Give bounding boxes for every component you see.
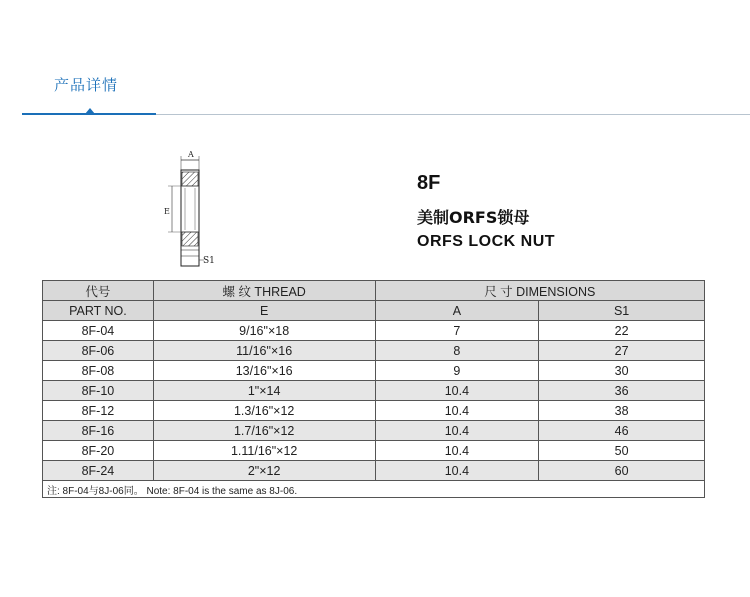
table-row <box>43 361 705 381</box>
cell-part: 8F-04 <box>43 321 154 341</box>
dim-label-a: A <box>188 150 194 159</box>
product-code: 8F <box>417 172 441 194</box>
dim-label-s1: S1 <box>203 256 215 266</box>
table-row <box>43 381 705 401</box>
table-row <box>43 441 705 461</box>
header-notch-icon <box>85 108 95 114</box>
table-note-row <box>43 481 705 498</box>
lock-nut-drawing <box>158 146 220 270</box>
cell-s1: 50 <box>539 441 705 461</box>
cell-e: 1.7/16"×12 <box>153 421 375 441</box>
table-row <box>43 401 705 421</box>
header-s1: S1 <box>539 301 705 321</box>
cell-a: 10.4 <box>375 421 539 441</box>
cell-s1: 36 <box>539 381 705 401</box>
cell-part: 8F-08 <box>43 361 154 381</box>
table-row <box>43 341 705 361</box>
dim-label-e: E <box>164 207 170 216</box>
section-title: 产品详情 <box>54 76 119 94</box>
cell-part: 8F-12 <box>43 401 154 421</box>
cell-e: 2"×12 <box>153 461 375 481</box>
cell-a: 10.4 <box>375 441 539 461</box>
cell-s1: 22 <box>539 321 705 341</box>
header-part-en: PART NO. <box>43 301 154 321</box>
cell-a: 10.4 <box>375 461 539 481</box>
cell-s1: 30 <box>539 361 705 381</box>
cell-e: 1"×14 <box>153 381 375 401</box>
cell-e: 1.3/16"×12 <box>153 401 375 421</box>
table-row <box>43 321 705 341</box>
cell-a: 8 <box>375 341 539 361</box>
header-dimensions: 尺 寸 DIMENSIONS <box>375 281 705 301</box>
cell-s1: 27 <box>539 341 705 361</box>
cell-part: 8F-10 <box>43 381 154 401</box>
header-a: A <box>375 301 539 321</box>
table-row <box>43 461 705 481</box>
cell-part: 8F-20 <box>43 441 154 461</box>
cell-a: 7 <box>375 321 539 341</box>
table-subheader-row <box>43 301 705 321</box>
cell-e: 11/16"×16 <box>153 341 375 361</box>
cell-a: 9 <box>375 361 539 381</box>
table-row <box>43 421 705 441</box>
table-header-row <box>43 281 705 301</box>
cell-part: 8F-16 <box>43 421 154 441</box>
cell-part: 8F-24 <box>43 461 154 481</box>
cell-a: 10.4 <box>375 381 539 401</box>
cell-e: 13/16"×16 <box>153 361 375 381</box>
cell-part: 8F-06 <box>43 341 154 361</box>
header-thread: 螺 纹 THREAD <box>153 281 375 301</box>
cell-a: 10.4 <box>375 401 539 421</box>
section-header <box>0 0 750 120</box>
product-name-cn: 美制ORFS锁母 <box>417 208 530 227</box>
header-part-cn: 代号 <box>43 281 154 301</box>
cell-s1: 60 <box>539 461 705 481</box>
product-name-en: ORFS LOCK NUT <box>417 233 556 250</box>
cell-s1: 38 <box>539 401 705 421</box>
spec-table <box>42 280 705 498</box>
table-note: 注: 8F-04与8J-06同。 Note: 8F-04 is the same as 8J-06. <box>43 481 705 498</box>
cell-s1: 46 <box>539 421 705 441</box>
header-e: E <box>153 301 375 321</box>
cell-e: 9/16"×18 <box>153 321 375 341</box>
cell-e: 1.11/16"×12 <box>153 441 375 461</box>
